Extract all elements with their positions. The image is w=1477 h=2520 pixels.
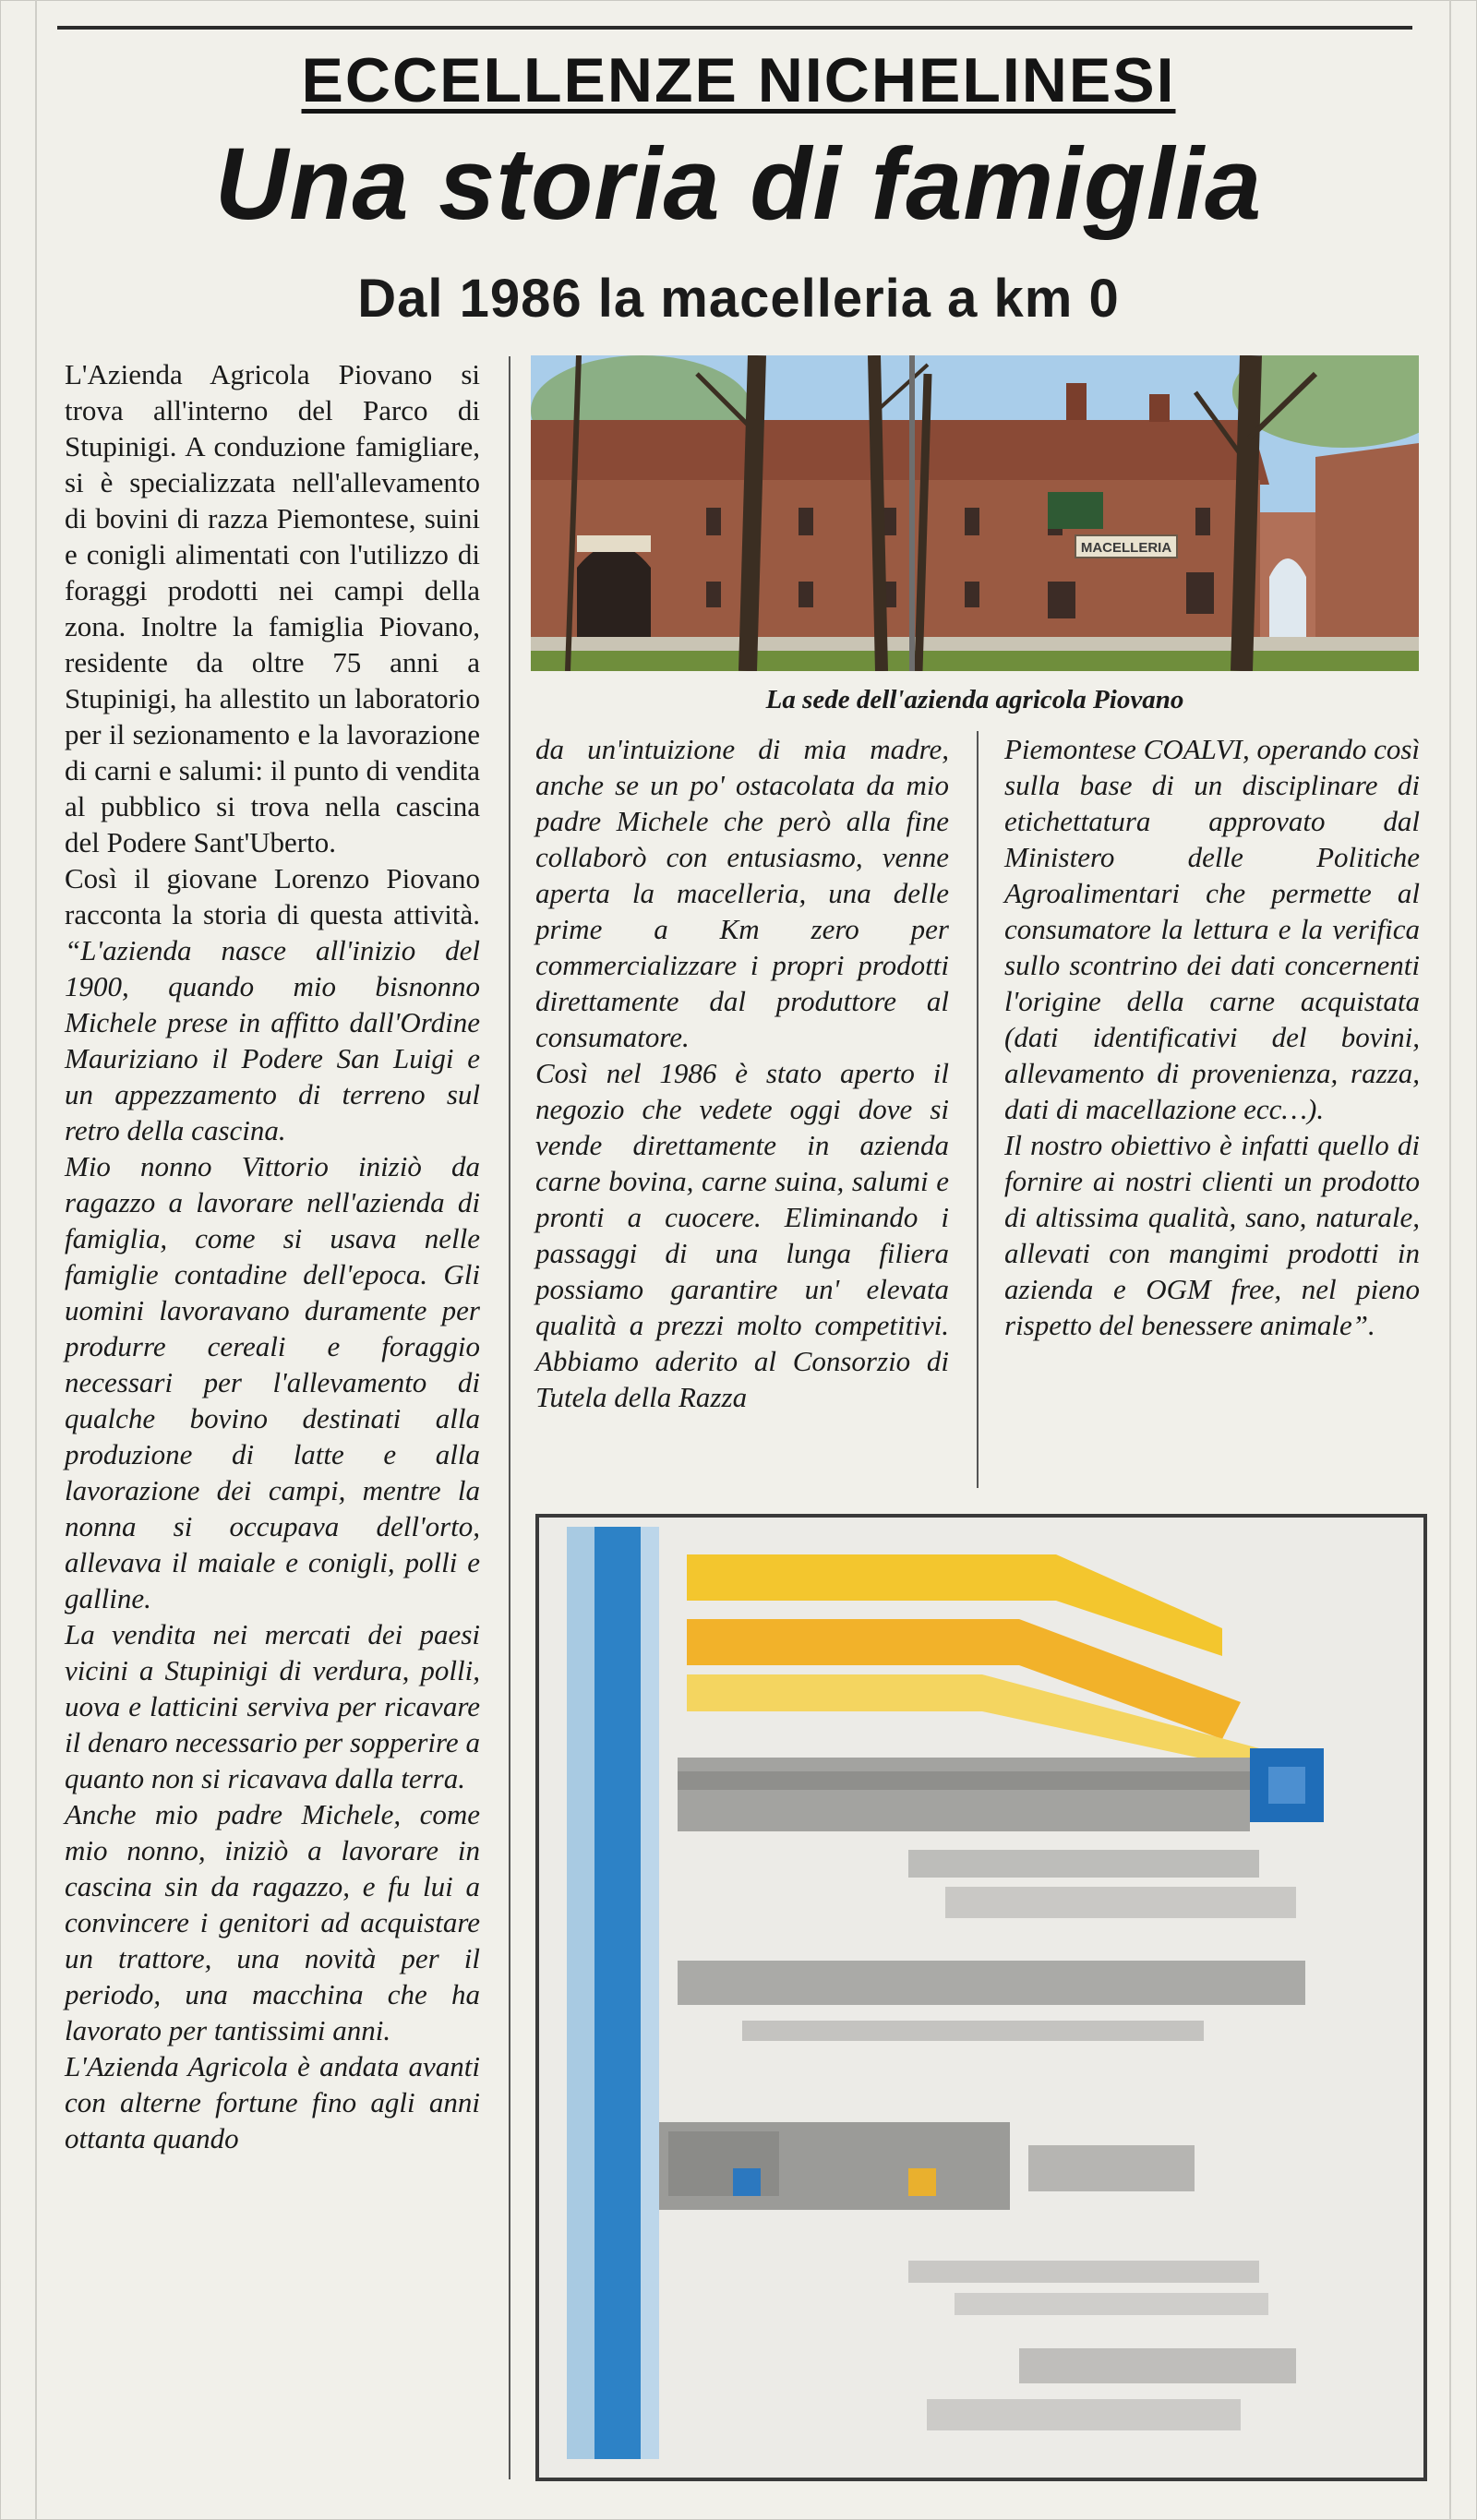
article-column-2 — [535, 731, 949, 1415]
photo-illustration — [531, 355, 1419, 671]
headline: Una storia di famiglia — [214, 127, 1263, 241]
paragraph: Anche mio padre Michele, come mio nonno, iniziò a lavorare in cascina sin da ragazzo, e fu lui a convincere i genitori ad acquistare un trattore, una novità per il periodo, una macchina che ha lavorato per tantissimi anni. — [65, 1798, 480, 2046]
section-kicker: ECCELLENZE NICHELINESI — [301, 45, 1176, 115]
subheadline: Dal 1986 la macelleria a km 0 — [357, 269, 1120, 329]
page-fold-right — [1449, 0, 1451, 2520]
top-rule — [57, 26, 1412, 30]
blurred-advertisement — [535, 1514, 1427, 2481]
paragraph: Il nostro obiettivo è infatti quello di fornire ai nostri clienti un prodotto di altissima qualità, sano, naturale, allevati con mangimi prodotti in azienda e OGM free, nel pieno rispetto del benessere animale”. — [1004, 1129, 1420, 1341]
paragraph: La vendita nei mercati dei paesi vicini a Stupinigi di verdura, polli, uova e latticini serviva per ricavare il denaro necessario per sopperire a quanto non si ricavava dalla terra. — [65, 1618, 480, 1794]
paragraph-intro: Così il giovane Lorenzo Piovano racconta la storia di questa attività. — [65, 862, 480, 930]
ad-pixelated-graphic — [539, 1518, 1423, 2478]
column-rule-2 — [977, 731, 979, 1488]
paragraph: L'Azienda Agricola Piovano si trova all'interno del Parco di Stupinigi. A conduzione famigliare, si è specializzata nell'allevamento di bovini di razza Piemontese, suini e conigli alimentati con l'utilizzo di foraggi prodotti nei campi della zona. Inoltre la famiglia Piovano, residente da oltre 75 anni a Stupinigi, ha allestito un laboratorio per il sezionamento e la lavorazione di carni e salumi: il punto di vendita al pubblico si trova nella cascina del Podere Sant'Uberto. — [65, 358, 480, 858]
photo-caption: La sede dell'azienda agricola Piovano — [765, 685, 1184, 714]
macelleria-sign: MACELLERIA — [1080, 540, 1172, 556]
article-column-3 — [1004, 731, 1420, 1343]
article-column-1 — [65, 356, 480, 2156]
paragraph — [65, 860, 480, 1148]
page-fold-left — [35, 0, 37, 2520]
column-rule-1 — [509, 356, 510, 2479]
paragraph: Piemontese COALVI, operando così sulla base di un disciplinare di etichettatura approvato dal Ministero delle Politiche Agroalimentari che permette al consumatore la lettura e la verifica sullo scontrino dei dati concernenti l'origine della carne acquistata (dati identificativi del bovini, allevamento di provenienza, razza, dati di macellazione ecc…). — [1004, 733, 1420, 1125]
farm-building-photo — [531, 355, 1419, 671]
paragraph: Così nel 1986 è stato aperto il negozio che vedete oggi dove si vende direttamente in azienda carne bovina, carne suina, salumi e pronti a cuocere. Eliminando i passaggi di una lunga filiera possiamo garantire un' elevata qualità a prezzi molto competitivi. Abbiamo aderito al Consorzio di Tutela della Razza — [535, 1057, 949, 1413]
quote-start: “L'azienda nasce all'inizio del 1900, quando mio bisnonno Michele prese in affitto dall'Ordine Mauriziano il Podere San Luigi e un appezzamento di terreno sul retro della cascina. — [65, 934, 480, 1146]
paragraph: L'Azienda Agricola è andata avanti con alterne fortune fino agli anni ottanta quando — [65, 2050, 480, 2154]
paragraph: da un'intuizione di mia madre, anche se un po' ostacolata da mio padre Michele che però alla fine collaborò con entusiasmo, venne aperta la macelleria, una delle prime a Km zero per commercializzare i propri prodotti direttamente dal produttore al consumatore. — [535, 733, 949, 1053]
paragraph: Mio nonno Vittorio iniziò da ragazzo a lavorare nell'azienda di famiglia, come si usava nelle famiglie contadine dell'epoca. Gli uomini lavoravano duramente per produrre cereali e foraggio necessari per l'allevamento di qualche bovino destinati alla produzione di latte e alla lavorazione dei campi, mentre la nonna si occupava dell'orto, allevava il maiale e conigli, polli e galline. — [65, 1150, 480, 1614]
